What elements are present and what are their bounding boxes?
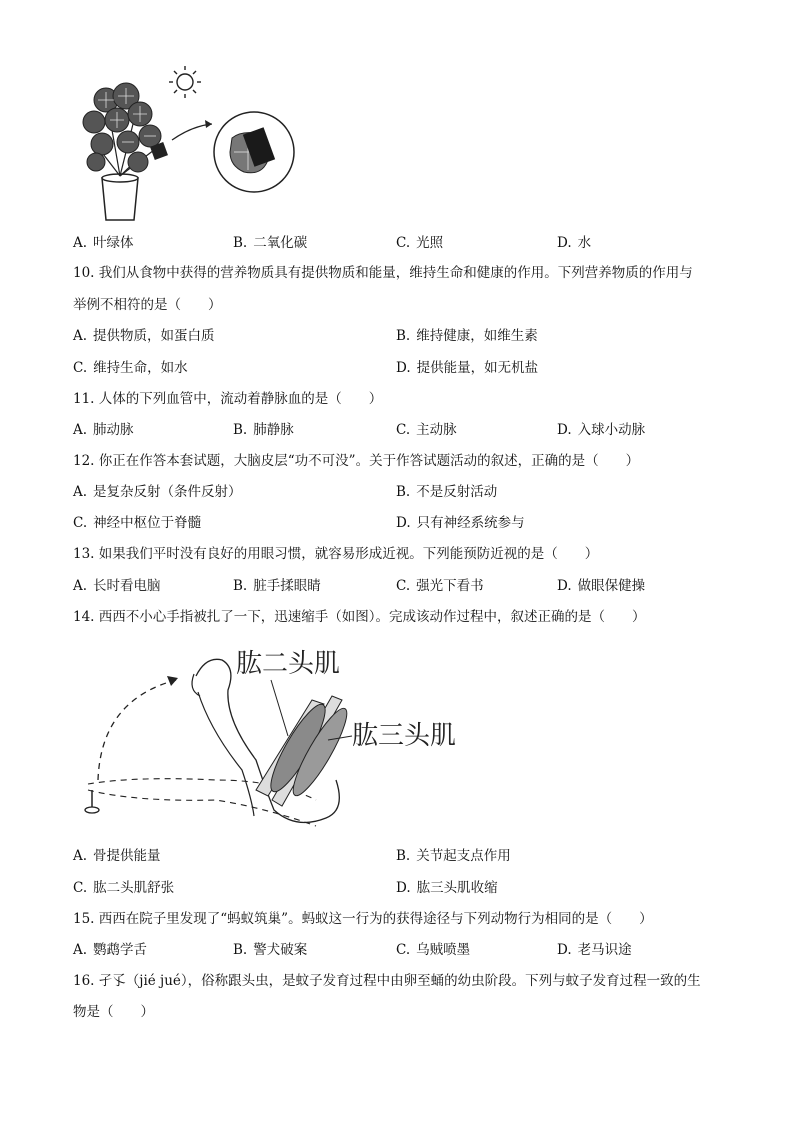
pin-icon bbox=[85, 790, 99, 813]
q13-option-c[interactable]: C. 强光下看书 bbox=[396, 578, 484, 594]
q16-stem-line2: 物是（ ） bbox=[73, 1004, 154, 1020]
q14-stem: 14. 西西不小心手指被扎了一下，迅速缩手（如图）。完成该动作过程中，叙述正确的是（ ） bbox=[73, 609, 646, 625]
plant-sunlight-figure bbox=[72, 60, 312, 230]
q10-stem-line2: 举例不相符的是（ ） bbox=[73, 297, 222, 313]
q10-option-d[interactable]: D. 提供能量，如无机盐 bbox=[396, 360, 539, 376]
q12-stem: 12. 你正在作答本套试题，大脑皮层“功不可没”。关于作答试题活动的叙述，正确的是（ ） bbox=[73, 453, 640, 469]
q13-stem: 13. 如果我们平时没有良好的用眼习惯，就容易形成近视。下列能预防近视的是（ ） bbox=[73, 546, 599, 562]
arm-muscle-figure bbox=[76, 640, 476, 835]
q15-option-c[interactable]: C. 乌贼喷墨 bbox=[396, 942, 471, 958]
biceps-label: 肱二头肌 bbox=[236, 649, 341, 679]
q9-option-b[interactable]: B. 二氧化碳 bbox=[233, 235, 308, 251]
q15-option-d[interactable]: D. 老马识途 bbox=[557, 942, 632, 958]
q15-stem: 15. 西西在院子里发现了“蚂蚁筑巢”。蚂蚁这一行为的获得途径与下列动物行为相同的是（ ） bbox=[73, 911, 653, 927]
q15-option-b[interactable]: B. 警犬破案 bbox=[233, 942, 308, 958]
q10-stem-line1: 10. 我们从食物中获得的营养物质具有提供物质和能量，维持生命和健康的作用。下列营养物质的作用与 bbox=[73, 265, 693, 281]
q11-stem: 11. 人体的下列血管中，流动着静脉血的是（ ） bbox=[73, 391, 383, 407]
motion-arrow bbox=[98, 680, 176, 780]
sun-icon bbox=[169, 66, 201, 98]
triceps-label: 肱三头肌 bbox=[352, 721, 457, 751]
q12-option-a[interactable]: A. 是复杂反射（条件反射） bbox=[73, 484, 242, 500]
q11-option-c[interactable]: C. 主动脉 bbox=[396, 422, 457, 438]
q9-option-c[interactable]: C. 光照 bbox=[396, 235, 444, 251]
q13-option-a[interactable]: A. 长时看电脑 bbox=[73, 578, 161, 594]
q11-option-d[interactable]: D. 入球小动脉 bbox=[557, 422, 646, 438]
q14-option-c[interactable]: C. 肱二头肌舒张 bbox=[73, 880, 175, 896]
q11-option-a[interactable]: A. 肺动脉 bbox=[73, 422, 134, 438]
q15-option-a[interactable]: A. 鹦鹉学舌 bbox=[73, 942, 148, 958]
q10-option-a[interactable]: A. 提供物质，如蛋白质 bbox=[73, 328, 215, 344]
q12-option-b[interactable]: B. 不是反射活动 bbox=[396, 484, 498, 500]
q12-option-d[interactable]: D. 只有神经系统参与 bbox=[396, 515, 525, 531]
q16-stem-line1: 16. 孑孓（jié jué），俗称跟头虫，是蚊子发育过程中由卵至蛹的幼虫阶段。下列与蚊子发育过程一致的生 bbox=[73, 973, 701, 989]
q9-option-d[interactable]: D. 水 bbox=[557, 235, 592, 251]
q13-option-d[interactable]: D. 做眼保健操 bbox=[557, 578, 646, 594]
q9-option-a[interactable]: A. 叶绿体 bbox=[73, 235, 134, 251]
q14-option-d[interactable]: D. 肱三头肌收缩 bbox=[396, 880, 498, 896]
q10-option-c[interactable]: C. 维持生命，如水 bbox=[73, 360, 188, 376]
q11-option-b[interactable]: B. 肺静脉 bbox=[233, 422, 294, 438]
q13-option-b[interactable]: B. 脏手揉眼睛 bbox=[233, 578, 321, 594]
q14-option-b[interactable]: B. 关节起支点作用 bbox=[396, 848, 511, 864]
q14-option-a[interactable]: A. 骨提供能量 bbox=[73, 848, 161, 864]
q12-option-c[interactable]: C. 神经中枢位于脊髓 bbox=[73, 515, 202, 531]
q10-option-b[interactable]: B. 维持健康，如维生素 bbox=[396, 328, 538, 344]
